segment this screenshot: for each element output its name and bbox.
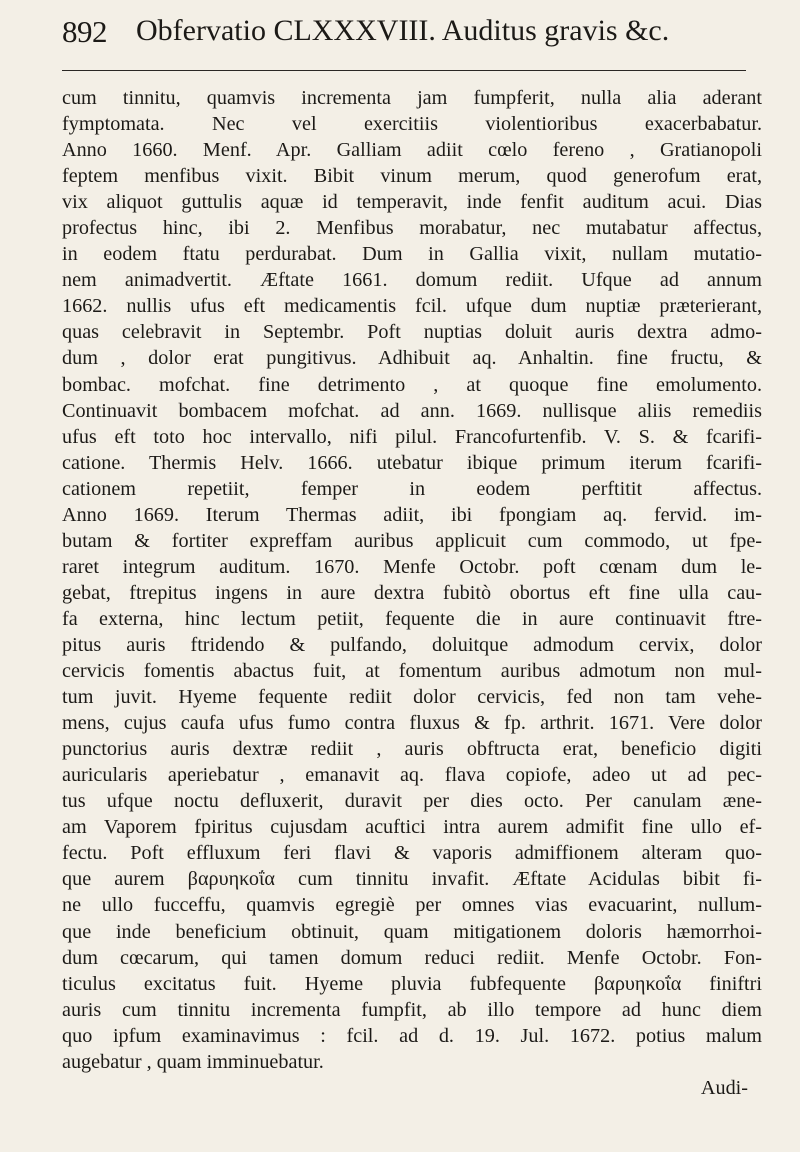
text-line: quas celebravit in Septembr. Poft nuptias doluit auris dextra admo- <box>62 321 762 344</box>
text-line: profectus hinc, ibi 2. Menfibus morabatur, nec mutabatur affectus, <box>62 217 762 240</box>
text-line: fa externa, hinc lectum petiit, fequente die in aure continuavit ftre- <box>62 607 762 630</box>
text-line: 1662. nullis ufus eft medicamentis fcil. ufque dum nuptiæ præterierant, <box>62 295 762 318</box>
page-header <box>62 0 746 71</box>
text-line: augebatur , quam imminuebatur. <box>62 1050 324 1073</box>
text-line: ticulus excitatus fuit. Hyeme pluvia fubfequente βαρυηκοΐα finiftri <box>62 972 762 995</box>
text-line: raret integrum auditum. 1670. Menfe Octobr. poft cœnam dum le- <box>62 555 762 578</box>
text-line: mens, cujus caufa ufus fumo contra fluxus & fp. arthrit. 1671. Vere dolor <box>62 712 762 735</box>
text-line: ufus eft toto hoc intervallo, nifi pilul. Francofurtenfib. V. S. & fcarifi- <box>62 425 762 448</box>
text-line: cervicis fomentis abactus fuit, at fomentum auribus admotum non mul- <box>62 660 762 683</box>
text-line: feptem menfibus vixit. Bibit vinum merum, quod generofum erat, <box>62 165 762 188</box>
text-line: auris cum tinnitu incrementa fumpfit, ab illo tempore ad hunc diem <box>62 998 762 1021</box>
text-line: am Vaporem fpiritus cujusdam acuftici intra aurem admifit fine ullo ef- <box>62 816 762 839</box>
text-line: butam & fortiter expreffam auribus applicuit cum commodo, ut fpe- <box>62 529 762 552</box>
text-line: ne ullo fucceffu, quamvis egregiè per omnes vias evacuarint, nullum- <box>62 894 762 917</box>
text-line: vix aliquot guttulis aquæ id temperavit, inde fenfit auditum acui. Dias <box>62 191 762 214</box>
catchword: Audi- <box>700 1076 748 1099</box>
text-line: fymptomata. Nec vel exercitiis violentioribus exacerbabatur. <box>62 113 762 136</box>
page-number: 892 <box>62 14 107 49</box>
text-line: Continuavit bombacem mofchat. ad ann. 1669. nullisque aliis remediis <box>62 399 762 422</box>
text-line: tum juvit. Hyeme fequente rediit dolor cervicis, fed non tam vehe- <box>62 686 762 709</box>
text-line: dum , dolor erat pungitivus. Adhibuit aq. Anhaltin. fine fructu, & <box>62 347 762 370</box>
text-line: nem animadvertit. Æftate 1661. domum rediit. Ufque ad annum <box>62 269 762 292</box>
text-line: Anno 1660. Menf. Apr. Galliam adiit cœlo fereno , Gratianopoli <box>62 139 762 162</box>
running-title: Obfervatio CLXXXVIII. Auditus gravis &c. <box>136 14 670 47</box>
text-line: dum cœcarum, qui tamen domum reduci rediit. Menfe Octobr. Fon- <box>62 946 762 969</box>
text-line: fectu. Poft effluxum feri flavi & vaporis admiffionem alteram quo- <box>62 842 762 865</box>
text-line: cationem repetiit, femper in eodem perftitit affectus. <box>62 477 762 500</box>
text-line: que inde beneficium obtinuit, quam mitigationem doloris hæmorrhoi- <box>62 920 762 943</box>
text-line: gebat, ftrepitus ingens in aure dextra fubitò obortus eft fine ulla cau- <box>62 581 762 604</box>
text-line: punctorius auris dextræ rediit , auris obftructa erat, beneficio digiti <box>62 738 762 761</box>
text-line: Anno 1669. Iterum Thermas adiit, ibi fpongiam aq. fervid. im- <box>62 503 762 526</box>
text-line: in eodem ftatu perdurabat. Dum in Gallia vixit, nullam mutatio- <box>62 243 762 266</box>
body-text <box>62 71 762 1075</box>
text-line: pitus auris ftridendo & pulfando, doluitque admodum cervix, dolor <box>62 633 762 656</box>
text-line: quo ipfum examinavimus : fcil. ad d. 19. Jul. 1672. potius malum <box>62 1024 762 1047</box>
text-line: catione. Thermis Helv. 1666. utebatur ibique primum iterum fcarifi- <box>62 451 762 474</box>
text-line: cum tinnitu, quamvis incrementa jam fumpferit, nulla alia aderant <box>62 87 762 109</box>
text-line: auricularis aperiebatur , emanavit aq. flava copiofe, adeo ut ad pec- <box>62 764 762 787</box>
text-line: que aurem βαρυηκοΐα cum tinnitu invafit. Æftate Acidulas bibit fi- <box>62 868 762 891</box>
text-line: bombac. mofchat. fine detrimento , at quoque fine emolumento. <box>62 373 762 396</box>
text-line: tus ufque noctu defluxerit, duravit per dies octo. Per canulam æne- <box>62 790 762 813</box>
